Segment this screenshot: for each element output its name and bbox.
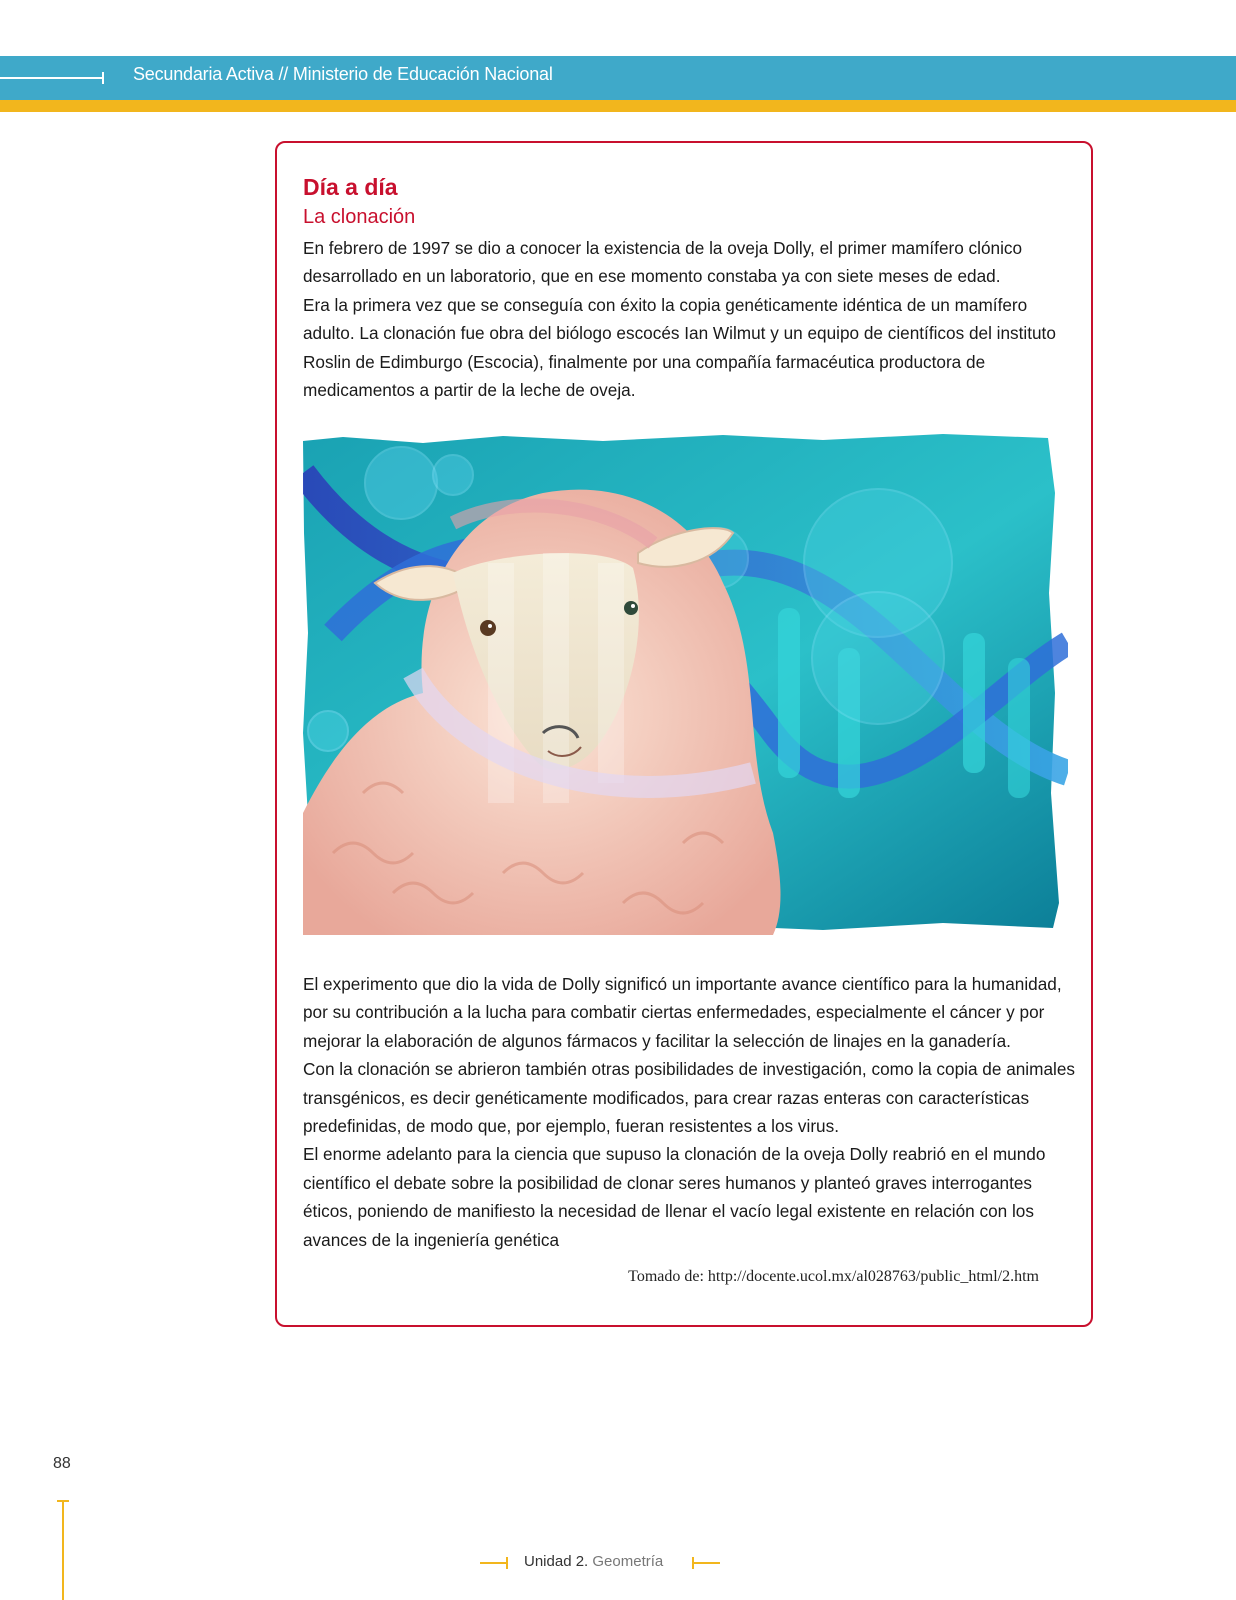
box-heading: Día a día [303, 174, 398, 200]
footer-unit-label: Unidad 2. [524, 1553, 589, 1570]
box-subheading: La clonación [303, 206, 416, 228]
page-number: 88 [53, 1455, 71, 1472]
footer-deco-right-tick [692, 1557, 694, 1569]
paragraph: El enorme adelanto para la ciencia que supuso la clonación de la oveja Dolly reabrió en el mundo científico el debate sobre la posibilidad de clonar seres humanos y planteó graves interrogantes éticos, poniendo de manifiesto la necesidad de llenar el vacío legal existente en relación con los avances de la ingeniería genética [303, 1144, 1046, 1250]
footer-deco-left-tick [506, 1557, 508, 1569]
footer-deco-left [480, 1562, 508, 1564]
footer-deco-right [692, 1562, 720, 1564]
paragraph: Era la primera vez que se conseguía con éxito la copia genéticamente idéntica de un mamífero adulto. La clonación fue obra del biólogo escocés Ian Wilmut y un equipo de científicos del instituto Roslin de Edimburgo (Escocia), finalmente por una compañía farmacéutica productora de medicamentos a partir de la leche de oveja. [303, 294, 1056, 401]
footer-vertical-line [62, 1500, 64, 1600]
header-tick [102, 72, 104, 84]
source-citation: Tomado de: http://docente.ucol.mx/al028763/public_html/2.htm [628, 1268, 1039, 1285]
header-title: Secundaria Activa // Ministerio de Educación Nacional [133, 64, 553, 84]
sheep-dna-illustration [303, 433, 1068, 935]
body-text [303, 970, 1075, 1254]
footer-vertical-tick [57, 1500, 69, 1502]
footer-topic: Geometría [592, 1553, 664, 1570]
header-stripe [0, 100, 1236, 112]
paragraph: Con la clonación se abrieron también otras posibilidades de investigación, como la copia de animales transgénicos, es decir genéticamente modificados, para crear razas enteras con características predefinidas, de modo que, por ejemplo, fueran resistentes a los virus. [303, 1059, 1075, 1137]
footer-unit [524, 1553, 663, 1570]
paragraph: El experimento que dio la vida de Dolly significó un importante avance científico para la humanidad, por su contribución a la lucha para combatir ciertas enfermedades, especialmente el cáncer y por mejorar la elaboración de algunos fármacos y facilitar la selección de linajes en la ganadería. [303, 974, 1062, 1051]
intro-text [303, 234, 1075, 404]
paragraph: En febrero de 1997 se dio a conocer la existencia de la oveja Dolly, el primer mamífero clónico desarrollado en un laboratorio, que en ese momento constaba ya con siete meses de edad. [303, 238, 1023, 287]
header-line [0, 77, 104, 79]
